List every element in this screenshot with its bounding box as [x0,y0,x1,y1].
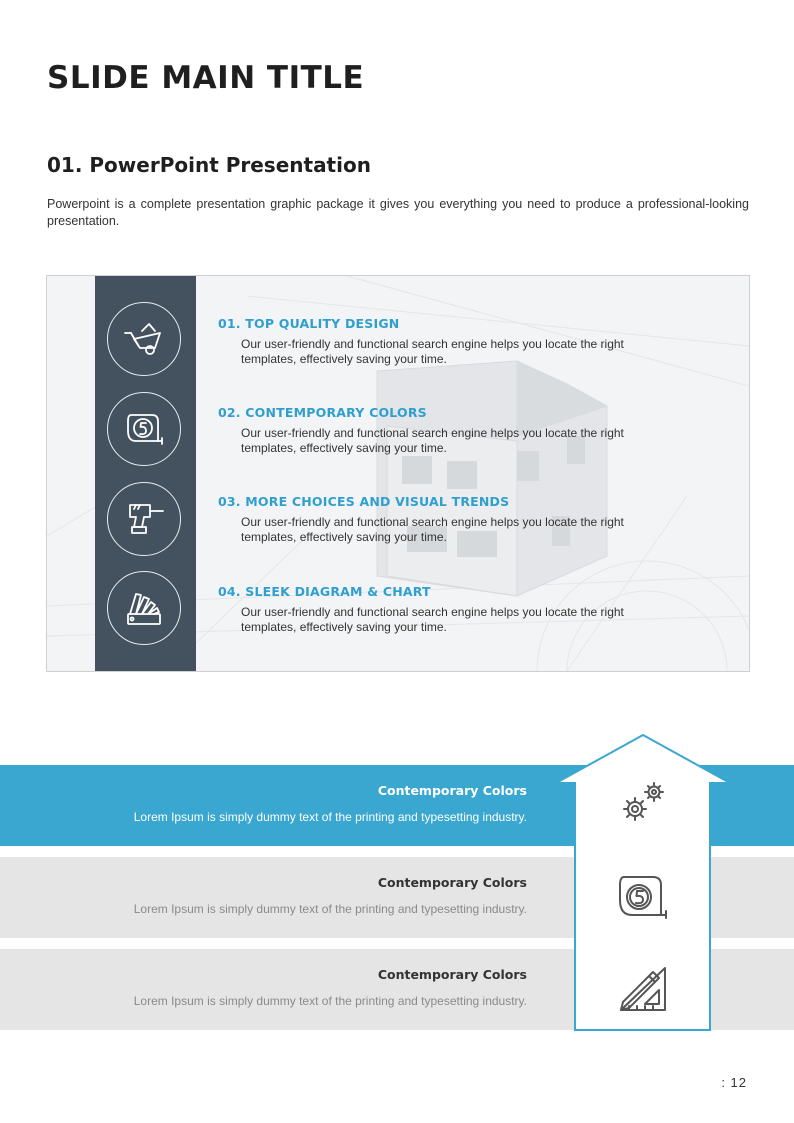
feature-item [218,584,718,635]
feature-item [218,405,718,456]
banner-title: Contemporary Colors [377,875,527,890]
page-title: SLIDE MAIN TITLE [47,60,365,96]
banner-text: Lorem Ipsum is simply dummy text of the printing and typesetting industry. [133,902,527,916]
feature-title: 02. CONTEMPORARY COLORS [218,405,427,420]
banner-title: Contemporary Colors [377,967,527,982]
banner-title: Contemporary Colors [377,783,527,798]
feature-item [218,494,718,545]
drill-icon [107,482,181,556]
page-number: : 12 [721,1075,747,1090]
feature-description: Our user-friendly and functional search engine helps you locate the right templates, effectively saving your time. [241,515,624,544]
wheelbarrow-icon [107,302,181,376]
feature-item [218,316,718,367]
feature-title: 03. MORE CHOICES AND VISUAL TRENDS [218,494,510,509]
intro-paragraph: Powerpoint is a complete presentation graphic package it gives you everything you need to produce a professional-looking presentation. [47,197,749,228]
feature-description: Our user-friendly and functional search engine helps you locate the right templates, effectively saving your time. [241,337,624,366]
feature-panel [46,275,750,672]
banner-text: Lorem Ipsum is simply dummy text of the printing and typesetting industry. [133,994,527,1008]
icon-column [95,276,196,671]
tape-measure-icon [615,869,671,925]
gears-icon [615,775,671,831]
color-swatch-icon [107,571,181,645]
tape-measure-icon [107,392,181,466]
feature-title: 01. TOP QUALITY DESIGN [218,316,400,331]
ruler-pencil-icon [615,962,671,1018]
banner-text: Lorem Ipsum is simply dummy text of the printing and typesetting industry. [133,810,527,824]
section-title: 01. PowerPoint Presentation [47,153,371,177]
feature-description: Our user-friendly and functional search engine helps you locate the right templates, effectively saving your time. [241,426,624,455]
feature-description: Our user-friendly and functional search engine helps you locate the right templates, effectively saving your time. [241,605,624,634]
feature-title: 04. SLEEK DIAGRAM & CHART [218,584,431,599]
